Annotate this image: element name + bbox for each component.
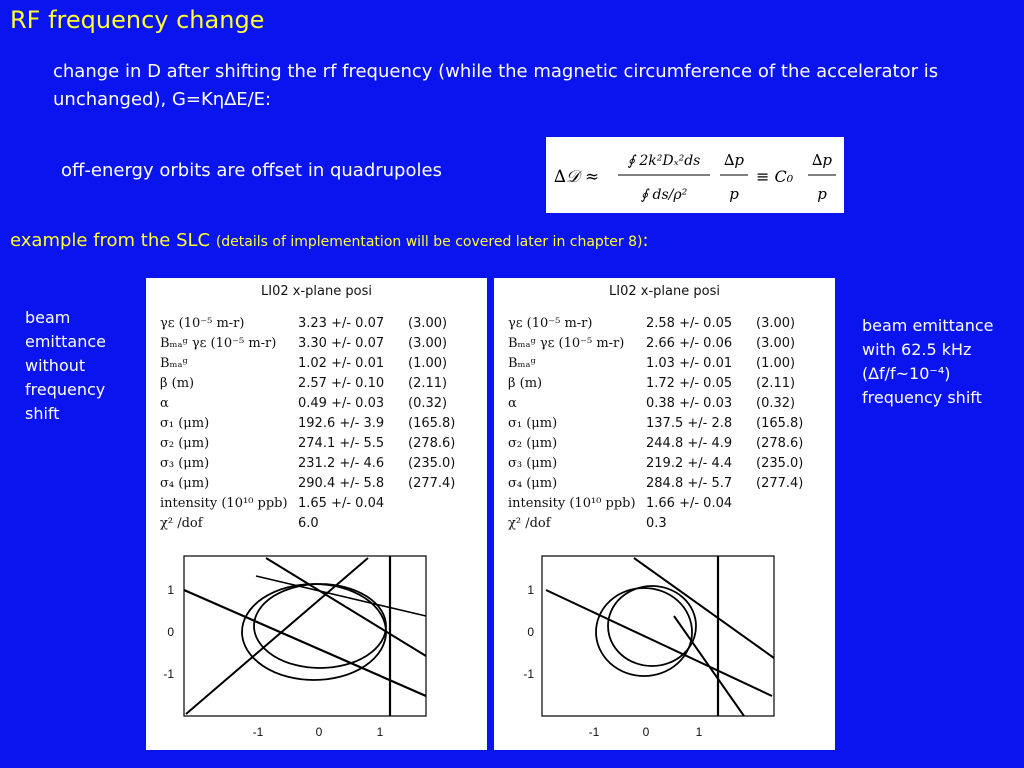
design-value: (1.00) (756, 356, 796, 371)
design-value: (165.8) (408, 416, 456, 431)
panel-title: LI02 x-plane posi (261, 284, 372, 299)
x-tick-label: 1 (695, 725, 703, 739)
design-value: (3.00) (756, 316, 796, 331)
fit-table (504, 316, 824, 536)
row-label: σ₄ (μm) (508, 476, 558, 491)
row-label: γε (10⁻⁵ m-r) (508, 316, 593, 331)
design-value: (1.00) (408, 356, 448, 371)
design-value: (3.00) (756, 336, 796, 351)
fit-value: 1.72 +/- 0.05 (646, 376, 733, 391)
table-row (156, 376, 476, 396)
row-label: β (m) (508, 376, 543, 391)
row-label: σ₂ (μm) (508, 436, 558, 451)
fit-value: 1.03 +/- 0.01 (646, 356, 733, 371)
row-label: σ₃ (μm) (508, 456, 558, 471)
fit-value: 290.4 +/- 5.8 (298, 476, 385, 491)
row-label: intensity (10¹⁰ ppb) (160, 496, 288, 511)
phase-line-2 (634, 558, 774, 658)
design-value: (235.0) (756, 456, 804, 471)
fit-table (156, 316, 476, 536)
fit-value: 0.38 +/- 0.03 (646, 396, 733, 411)
y-tick-label: 1 (527, 583, 534, 597)
row-label: χ² /dof (160, 516, 203, 531)
table-row (504, 376, 824, 396)
panel-title: LI02 x-plane posi (609, 284, 720, 299)
table-row (504, 516, 824, 536)
panel-with-shift (494, 278, 835, 750)
eq-lhs: ∆𝒟 ≈ (554, 167, 600, 187)
x-tick-label: 0 (642, 725, 650, 739)
fit-value: 1.02 +/- 0.01 (298, 356, 385, 371)
emittance-ellipse (242, 584, 386, 680)
y-tick-label: -1 (163, 667, 174, 681)
phase-space-plot (146, 546, 487, 750)
design-value: (0.32) (756, 396, 796, 411)
table-row (156, 476, 476, 496)
fit-value: 231.2 +/- 4.6 (298, 456, 385, 471)
table-row (504, 436, 824, 456)
table-row (156, 396, 476, 416)
fit-value: 1.65 +/- 0.04 (298, 496, 385, 511)
y-tick-label: 0 (527, 625, 534, 639)
fit-value: 274.1 +/- 5.5 (298, 436, 385, 451)
design-value: (0.32) (408, 396, 448, 411)
y-tick-label: 1 (167, 583, 174, 597)
design-value: (2.11) (408, 376, 448, 391)
row-label: σ₂ (μm) (160, 436, 210, 451)
table-row (504, 316, 824, 336)
fit-value: 219.2 +/- 4.4 (646, 456, 733, 471)
table-row (504, 356, 824, 376)
phase-line-1 (546, 590, 772, 696)
design-value: (235.0) (408, 456, 456, 471)
x-tick-label: -1 (252, 725, 264, 739)
fit-value: 1.66 +/- 0.04 (646, 496, 733, 511)
equation-box (546, 137, 844, 213)
table-row (504, 416, 824, 436)
eq-dp-1: ∆p (723, 151, 745, 169)
table-row (504, 496, 824, 516)
example-colon: : (642, 230, 649, 251)
fit-value: 3.23 +/- 0.07 (298, 316, 385, 331)
panel-without-shift (146, 278, 487, 750)
table-row (156, 336, 476, 356)
row-label: Bₘₐᵍ (160, 356, 188, 371)
eq-p-1: p (729, 185, 739, 203)
x-tick-label: -1 (588, 725, 600, 739)
design-value: (277.4) (408, 476, 456, 491)
example-details: (details of implementation will be covered later in chapter 8) (215, 234, 643, 250)
fit-value: 192.6 +/- 3.9 (298, 416, 385, 431)
eq-numerator: ∮ 2k²Dₓ²ds (627, 153, 701, 169)
slide-title: RF frequency change (10, 6, 265, 34)
intro-text: change in D after shifting the rf frequency (while the magnetic circumference of the accelerator is unchanged), G=Kη∆E/E: (53, 61, 939, 110)
phase-space-svg (146, 546, 487, 750)
fit-value: 2.58 +/- 0.05 (646, 316, 733, 331)
row-label: α (160, 396, 169, 411)
table-row (156, 356, 476, 376)
example-line (10, 230, 649, 251)
fit-value: 6.0 (298, 516, 319, 531)
plot-frame (542, 556, 774, 716)
design-value: (165.8) (756, 416, 804, 431)
row-label: intensity (10¹⁰ ppb) (508, 496, 636, 511)
design-value: (277.4) (756, 476, 804, 491)
design-value: (3.00) (408, 336, 448, 351)
y-tick-label: -1 (523, 667, 534, 681)
fit-value: 2.66 +/- 0.06 (646, 336, 733, 351)
row-label: σ₁ (μm) (508, 416, 558, 431)
table-row (504, 456, 824, 476)
row-label: Bₘₐᵍ (508, 356, 536, 371)
eq-denominator: ∮ ds/ρ² (640, 187, 688, 203)
right-note: beam emittance with 62.5 kHz (∆f/f~10⁻⁴) frequency shift (862, 316, 994, 407)
row-label: χ² /dof (508, 516, 551, 531)
phase-space-svg (494, 546, 835, 750)
table-row (156, 436, 476, 456)
design-value: (278.6) (756, 436, 804, 451)
table-row (156, 456, 476, 476)
x-tick-label: 1 (376, 725, 384, 739)
emittance-ellipse (596, 588, 692, 676)
row-label: σ₃ (μm) (160, 456, 210, 471)
row-label: γε (10⁻⁵ m-r) (160, 316, 245, 331)
design-value: (2.11) (756, 376, 796, 391)
table-row (156, 316, 476, 336)
design-value: (278.6) (408, 436, 456, 451)
eq-equiv-c0: ≡ C₀ (756, 167, 794, 186)
offenergy-text: off-energy orbits are offset in quadrupoles (61, 160, 442, 181)
left-note: beam emittance without frequency shift (25, 308, 107, 423)
phase-space-plot (494, 546, 835, 750)
table-row (156, 416, 476, 436)
phase-line-3 (674, 616, 744, 716)
example-main: example from the SLC (10, 230, 216, 251)
fit-value: 3.30 +/- 0.07 (298, 336, 385, 351)
fit-value: 2.57 +/- 0.10 (298, 376, 385, 391)
equation-svg (546, 137, 844, 213)
table-row (156, 516, 476, 536)
y-tick-label: 0 (167, 625, 174, 639)
row-label: Bₘₐᵍ γε (10⁻⁵ m-r) (508, 336, 625, 351)
row-label: β (m) (160, 376, 195, 391)
row-label: σ₄ (μm) (160, 476, 210, 491)
row-label: α (508, 396, 517, 411)
fit-value: 137.5 +/- 2.8 (646, 416, 733, 431)
x-tick-label: 0 (315, 725, 323, 739)
table-row (504, 396, 824, 416)
fit-value: 244.8 +/- 4.9 (646, 436, 733, 451)
eq-p-2: p (817, 185, 827, 203)
fit-value: 0.3 (646, 516, 667, 531)
fit-value: 0.49 +/- 0.03 (298, 396, 385, 411)
table-row (504, 336, 824, 356)
emittance-ellipse-2 (254, 584, 386, 668)
fit-value: 284.8 +/- 5.7 (646, 476, 733, 491)
table-row (504, 476, 824, 496)
row-label: Bₘₐᵍ γε (10⁻⁵ m-r) (160, 336, 277, 351)
table-row (156, 496, 476, 516)
eq-dp-2: ∆p (811, 151, 833, 169)
phase-line-3 (266, 558, 426, 656)
design-value: (3.00) (408, 316, 448, 331)
row-label: σ₁ (μm) (160, 416, 210, 431)
